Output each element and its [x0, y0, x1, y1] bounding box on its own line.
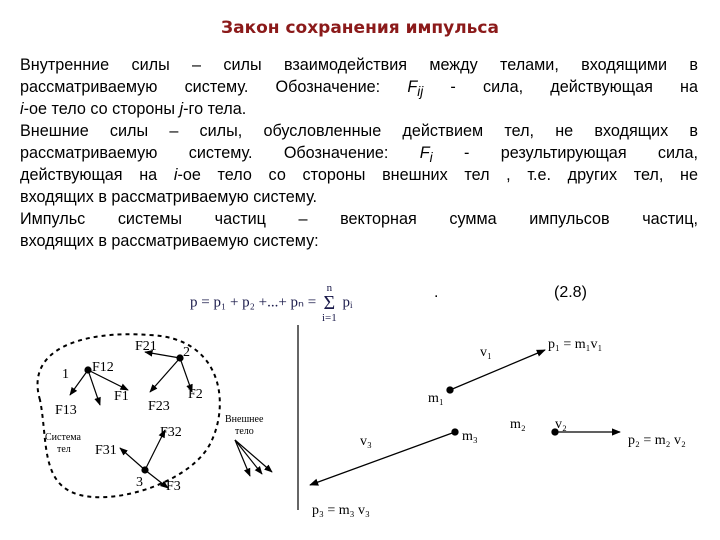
momentum-line-2: входящих в рассматриваемую систему: [20, 232, 319, 250]
external-forces-line-2: рассматриваемую систему. Обозначение: $F_i$ - результирующая сила, [20, 144, 698, 166]
internal-force-symbol: F [407, 78, 418, 96]
F1-label: F1 [114, 389, 129, 404]
body-2-label: 2 [183, 345, 190, 360]
f12-label: F12 [92, 360, 114, 375]
body-1-label: 1 [62, 367, 69, 382]
internal-forces-line-3: i-ое тело со стороны j-го тела. [20, 100, 247, 118]
F2-label: F2 [188, 387, 203, 402]
external-force-symbol: F [419, 144, 430, 162]
momentum-line-1: Импульс системы частиц – векторная сумма импульсов частиц, [20, 210, 698, 228]
F3-label: F3 [166, 479, 181, 494]
external-body-label-1: Внешнее [225, 414, 264, 425]
v3-label: v₃ [360, 434, 372, 449]
left-diagram-labels [45, 339, 264, 494]
p1-label: p₁ = m₁v₁ [548, 337, 603, 352]
m2-label: m₂ [510, 417, 526, 432]
internal-forces-line-1: Внутренние силы – силы взаимодействия между телами, входящими в [20, 56, 698, 74]
right-diagram-labels [312, 337, 686, 518]
external-forces-line-3: действующая на i-ое тело со стороны внешних тел , т.е. других тел, не [20, 166, 698, 184]
equation-number: (2.8) [554, 284, 587, 301]
f32-label: F32 [160, 425, 182, 440]
right-diagram [310, 350, 620, 485]
f13-label: F13 [55, 403, 77, 418]
system-label-2: тел [57, 444, 71, 455]
internal-forces-line-2: рассматриваемую систему. Обозначение: $F_{ij}$ - сила, действующая на [20, 78, 698, 100]
m3-label: m₃ [462, 429, 478, 444]
f31-label: F31 [95, 443, 117, 458]
p3-label: p₃ = m₃ v₃ [312, 503, 370, 518]
external-body-label-2: тело [235, 426, 254, 437]
m1-label: m₁ [428, 391, 444, 406]
external-forces-line-4: входящих в рассматриваемую систему. [20, 188, 318, 206]
v2-label: v₂ [555, 417, 567, 432]
f21-label: F21 [135, 339, 157, 354]
body-3-label: 3 [136, 475, 143, 490]
p2-label: p₂ = m₂ v₂ [628, 433, 686, 448]
f23-label: F23 [148, 399, 170, 414]
external-forces-line-1: Внешние силы – силы, обусловленные действием тел, не входящих в [20, 122, 698, 140]
momentum-sum-formula: p = p₁ + p₂ +...+ pₙ = n Σ i=1 pᵢ [190, 282, 353, 324]
slide-title: Закон сохранения импульса [221, 18, 499, 38]
v1-label: v₁ [480, 345, 492, 360]
system-label-1: Система [45, 432, 81, 443]
formula-period: . [434, 284, 439, 301]
